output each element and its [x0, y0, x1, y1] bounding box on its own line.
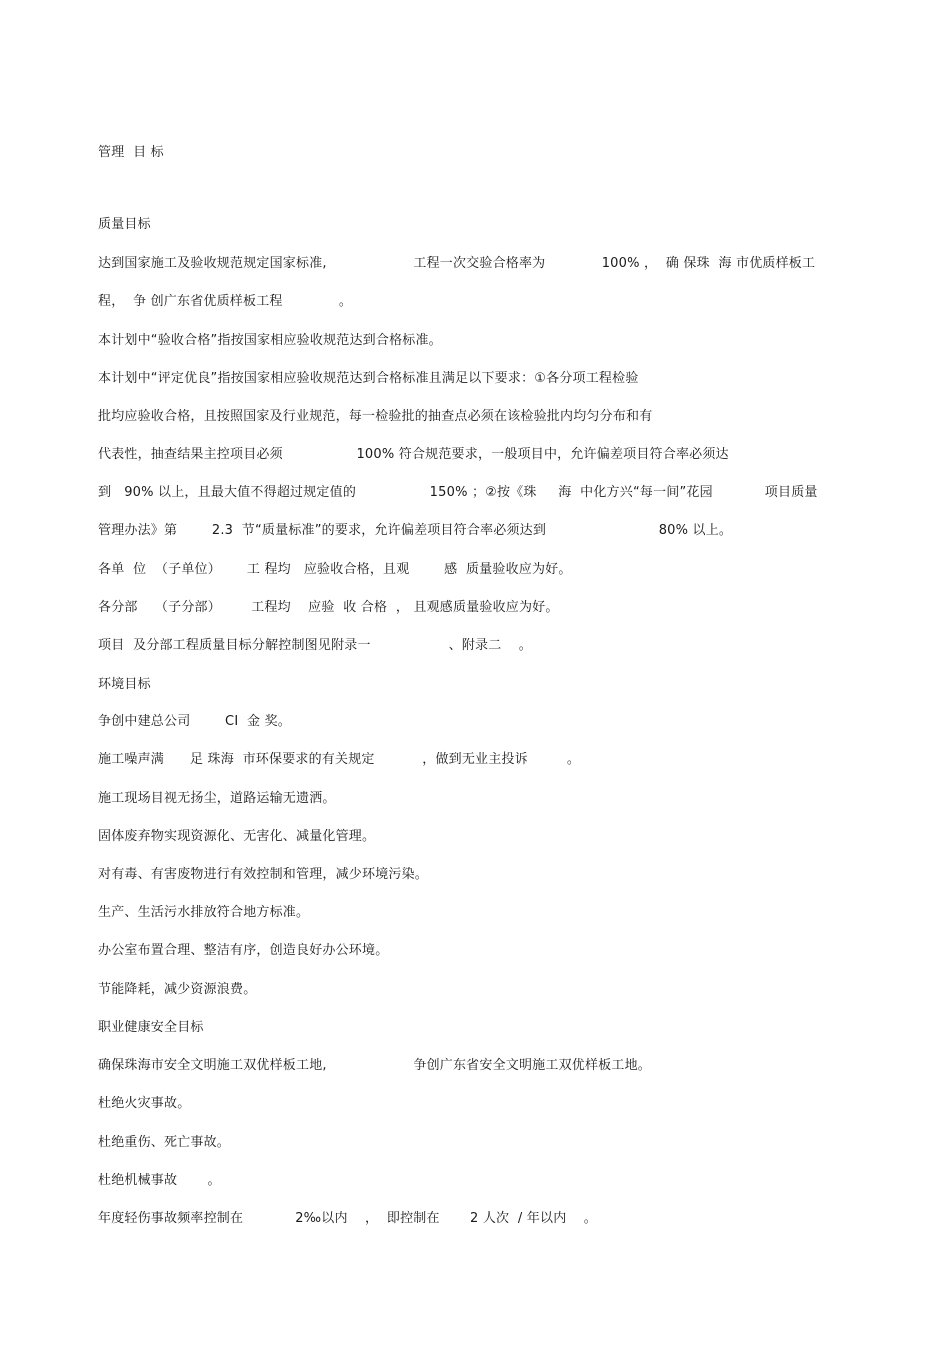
quality-line: 程， 争 创广东省优质样板工程 。 [98, 294, 353, 309]
safety-heading: 职业健康安全目标 [98, 1020, 204, 1035]
safety-line: 杜绝重伤、死亡事故。 [98, 1135, 231, 1150]
quality-line: 项目 及分部工程质量目标分解控制图见附录一 、附录二 。 [98, 638, 532, 653]
environment-line: 节能降耗，减少资源浪费。 [98, 982, 257, 997]
safety-line: 确保珠海市安全文明施工双优样板工地, 争创广东省安全文明施工双优样板工地。 [98, 1058, 651, 1073]
quality-line: 达到国家施工及验收规范规定国家标准, 工程一次交验合格率为 100% ， 确 保珠 海 市优质样板工 [98, 256, 816, 271]
environment-line: 施工噪声满 足 珠海 市环保要求的有关规定 ，做到无业主投诉 。 [98, 752, 581, 767]
quality-line: 各单 位 （子单位） 工 程均 应验收合格，且观 感 质量验收应为好。 [98, 562, 572, 577]
quality-line: 本计划中“评定优良”指按国家相应验收规范达到合格标准且满足以下要求：①各分项工程检验 [98, 371, 639, 386]
environment-line: 固体废弃物实现资源化、无害化、减量化管理。 [98, 829, 376, 844]
quality-line: 到 90% 以上，且最大值不得超过规定值的 150% ；②按《珠 海 中化方兴“每一间”花园 项目质量 [98, 485, 818, 500]
quality-line: 管理办法》第 2.3 节“质量标准”的要求，允许偏差项目符合率必须达到 80% 以上。 [98, 523, 733, 538]
environment-line: 对有毒、有害废物进行有效控制和管理，减少环境污染。 [98, 867, 429, 882]
quality-line: 各分部 （子分部） 工程均 应验 收 合格 ， 且观感质量验收应为好。 [98, 600, 559, 615]
environment-line: 施工现场目视无扬尘，道路运输无遗洒。 [98, 791, 336, 806]
environment-line: 办公室布置合理、整洁有序，创造良好办公环境。 [98, 943, 389, 958]
quality-heading: 质量目标 [98, 217, 151, 232]
quality-line: 批均应验收合格，且按照国家及行业规范，每一检验批的抽查点必须在该检验批内均匀分布和有 [98, 409, 653, 424]
quality-line: 本计划中“验收合格”指按国家相应验收规范达到合格标准。 [98, 333, 442, 348]
quality-line: 代表性，抽查结果主控项目必须 100% 符合规范要求，一般项目中，允许偏差项目符合率必须达 [98, 447, 729, 462]
document-title: 管理 目 标 [98, 145, 164, 160]
safety-line: 杜绝机械事故 。 [98, 1173, 221, 1188]
environment-heading: 环境目标 [98, 677, 151, 692]
environment-line: 争创中建总公司 CI 金 奖。 [98, 714, 291, 729]
safety-line: 杜绝火灾事故。 [98, 1096, 191, 1111]
safety-line: 年度轻伤事故频率控制在 2‰以内 ， 即控制在 2 人次 / 年以内 。 [98, 1211, 597, 1226]
environment-line: 生产、生活污水排放符合地方标准。 [98, 905, 310, 920]
